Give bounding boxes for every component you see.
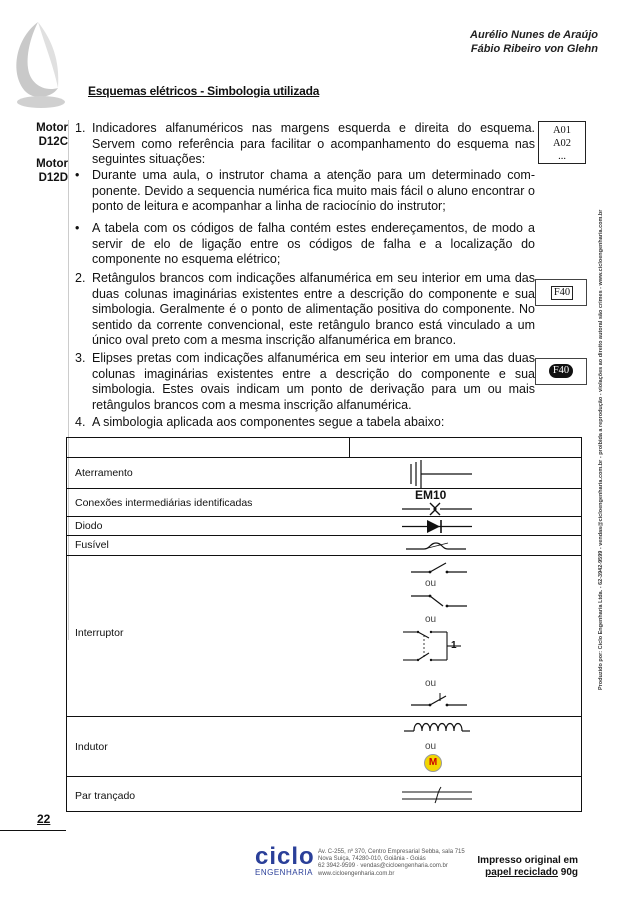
reference-code-box: A01 A02 ... <box>538 121 586 164</box>
copyright-note: Produzido por: Ciclo Engenharia Ltda. - 62-3942-9599 - vendas@cicloengenharia.com.br - proibida a reprodução - violações ao direito autoral são crimes - www.cicloengenharia.com.br <box>598 209 604 690</box>
switch-number-label: 1 <box>451 640 457 651</box>
or-label: ou <box>425 578 437 589</box>
printed-note: Impresso original em papel reciclado 90g <box>477 855 578 878</box>
twisted-pair-icon <box>397 785 477 805</box>
switch-closed-icon <box>409 590 469 612</box>
white-rectangle-label: F40 <box>551 286 573 300</box>
motor-symbol-icon: M <box>424 754 442 772</box>
authors-block <box>470 28 598 56</box>
switch-alt-icon <box>409 691 469 713</box>
brand-subtitle: ENGENHARIA <box>255 868 313 877</box>
black-oval-label: F40 <box>549 364 573 378</box>
margin-label-motor-d12c: Motor D12C <box>36 122 68 148</box>
list-item: • A tabela com os códigos de falha contém estes endereçamentos, de modo a servir de elo de ligação entre os códigos de falha e a localização do componente no esquema elétrico; <box>75 221 535 266</box>
or-label: ou <box>425 678 437 689</box>
white-rectangle-badge <box>535 279 587 306</box>
or-label: ou <box>425 741 437 752</box>
table-row: Indutor ou M <box>67 716 581 777</box>
table-row: Interruptor ou ou 1 ou <box>67 555 581 717</box>
symbol-table <box>66 437 582 812</box>
address-block: Av. C-255, nº 370, Centro Empresarial Sebba, sala 715 Nova Suiça, 74280-010, Goiânia - Goiás 62 3942-9599 · vendas@cicloengenharia.com.br www.cicloengenharia.com.br <box>318 849 465 877</box>
margin-label-motor-d12d: Motor D12D <box>36 158 68 184</box>
list-item: 2. Retângulos brancos com indicações alfanumérica em seu interior em uma das duas colunas imaginárias existentes entre a descrição do componente e sua simbologia. Geralmente é o ponto de alimentação positiva do componente. No sentido da corrente convencional, este retângulo branco está vinculado a um único oval preto com a mesma inscrição alfanumérica em branco. <box>75 271 535 347</box>
section-title: Esquemas elétricos - Simbologia utilizada <box>88 84 320 98</box>
ground-symbol-icon <box>397 460 477 488</box>
publisher-logo-mark <box>8 18 68 113</box>
inductor-symbol-icon <box>402 719 472 735</box>
or-label: ou <box>425 614 437 625</box>
table-row: Fusível <box>67 535 581 556</box>
switch-open-icon <box>409 558 469 578</box>
table-row: Diodo <box>67 516 581 536</box>
list-item: 3. Elipses pretas com indicações alfanumérica em seu interior em uma das duas colunas imaginárias existentes entre a descrição do componente e sua simbologia. Estes ovais indicam um ponto de derivação para um ou mais retângulos brancos com a mesma inscrição alfanumérica. <box>75 351 535 412</box>
page-number: 22 <box>37 812 51 826</box>
header-column-divider <box>349 438 350 457</box>
multi-position-switch-icon <box>401 626 481 668</box>
black-oval-badge <box>535 358 587 385</box>
table-row: Conexões intermediárias identificadas EM10 <box>67 488 581 517</box>
author-name: Fábio Ribeiro von Glehn <box>470 43 598 55</box>
fuse-symbol-icon <box>402 538 472 554</box>
connector-symbol-icon <box>397 501 477 517</box>
list-item: 4. A simbologia aplicada aos componentes segue a tabela abaixo: <box>75 415 445 429</box>
ciclo-logo <box>255 843 315 882</box>
table-row: Par trançado <box>67 776 581 812</box>
brand-name: ciclo <box>255 843 315 870</box>
list-item: 1. Indicadores alfanuméricos nas margens esquerda e direita do esquema. Servem como referência para facilitar o acompanhamento do esquema nas seguintes situações: <box>75 121 535 166</box>
table-row: Aterramento <box>67 457 581 489</box>
author-name: Aurélio Nunes de Araújo <box>470 29 598 41</box>
connector-code-label: EM10 <box>415 488 447 502</box>
diode-symbol-icon <box>397 518 477 535</box>
footer-divider <box>0 830 66 831</box>
list-item: • Durante uma aula, o instrutor chama a atenção para um determinado componente. Devido a sequencia numérica fica muito mais fácil o aluno encontrar o ponto de leitura e acompanhar a linha de raciocínio do instrutor; <box>75 168 535 213</box>
